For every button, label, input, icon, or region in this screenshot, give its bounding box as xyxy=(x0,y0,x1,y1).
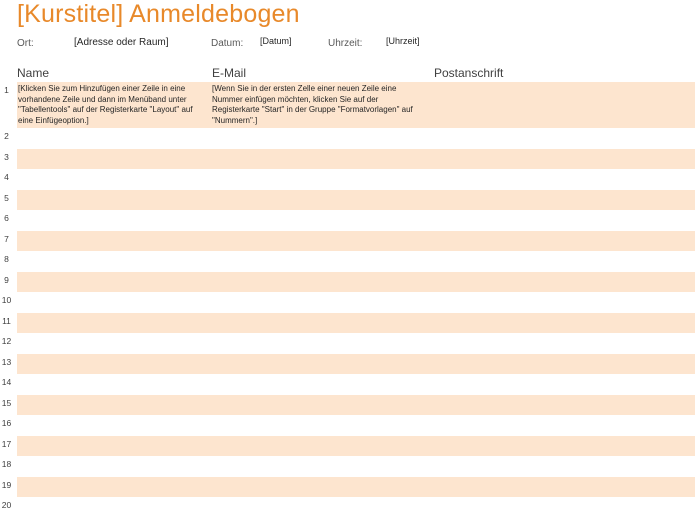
row-number: 6 xyxy=(4,213,9,223)
table-row xyxy=(0,374,697,395)
table-row xyxy=(0,149,697,170)
row-band xyxy=(17,149,695,170)
row-band xyxy=(17,190,695,211)
row-number: 14 xyxy=(1,377,12,387)
table-row xyxy=(0,292,697,313)
location-label: Ort: xyxy=(17,38,34,49)
row-number: 4 xyxy=(4,172,9,182)
row-number: 18 xyxy=(1,459,12,469)
table-row xyxy=(0,313,697,334)
table-row xyxy=(0,333,697,354)
row-band xyxy=(17,292,695,313)
row-number: 15 xyxy=(1,397,12,408)
row-band xyxy=(17,210,695,231)
table-row xyxy=(0,436,697,457)
row-band xyxy=(17,477,695,498)
page-title: [Kurstitel] Anmeldebogen xyxy=(17,0,300,28)
row-number: 1 xyxy=(4,85,9,95)
row-number: 7 xyxy=(4,233,9,244)
row-number: 17 xyxy=(1,438,12,449)
row-band xyxy=(17,333,695,354)
table-row xyxy=(0,231,697,252)
row-band xyxy=(17,436,695,457)
row-band xyxy=(17,354,695,375)
table-row xyxy=(0,210,697,231)
row-number: 13 xyxy=(1,356,12,367)
row-number: 20 xyxy=(1,500,12,510)
row-band xyxy=(17,456,695,477)
table-row xyxy=(0,169,697,190)
table-row xyxy=(0,456,697,477)
column-header-postanschrift: Postanschrift xyxy=(434,66,504,80)
table-row xyxy=(0,497,697,518)
row-band xyxy=(17,313,695,334)
table-row xyxy=(0,477,697,498)
row-band xyxy=(17,128,695,149)
row-number: 2 xyxy=(4,131,9,141)
table-row xyxy=(0,395,697,416)
column-header-name: Name xyxy=(17,66,50,80)
table-row xyxy=(0,251,697,272)
row-band xyxy=(17,395,695,416)
date-label: Datum: xyxy=(211,38,244,49)
time-label: Uhrzeit: xyxy=(328,38,363,49)
row-band xyxy=(17,272,695,293)
row-band xyxy=(17,497,695,518)
row-band xyxy=(17,169,695,190)
date-value[interactable]: [Datum] xyxy=(260,36,292,46)
row-number: 9 xyxy=(4,274,9,285)
table-row xyxy=(0,82,697,128)
table-row xyxy=(0,272,697,293)
time-value[interactable]: [Uhrzeit] xyxy=(386,36,420,46)
row-number: 8 xyxy=(4,254,9,264)
location-value[interactable]: [Adresse oder Raum] xyxy=(74,37,169,48)
row-band xyxy=(17,374,695,395)
row-number: 19 xyxy=(1,479,12,490)
table-row xyxy=(0,354,697,375)
table-row xyxy=(0,415,697,436)
row-band xyxy=(17,251,695,272)
table-row xyxy=(0,190,697,211)
column-header-email: E-Mail xyxy=(212,66,247,80)
row-band xyxy=(17,231,695,252)
signup-table xyxy=(0,82,697,518)
row-number: 16 xyxy=(1,418,12,428)
row-number: 3 xyxy=(4,151,9,162)
email-cell[interactable]: [Wenn Sie in der ersten Zelle einer neuen Zeile eine Nummer einfügen möchten, klicken Sie auf der Registerkarte "Start" in der Gruppe "Formatvorlagen" auf "Nummern".] xyxy=(212,84,413,125)
row-band xyxy=(17,415,695,436)
row-number: 11 xyxy=(2,315,11,326)
row-number: 5 xyxy=(4,192,9,203)
table-row xyxy=(0,128,697,149)
row-number: 12 xyxy=(1,336,12,346)
name-cell[interactable]: [Klicken Sie zum Hinzufügen einer Zeile in eine vorhandene Zeile und dann im Menüband unter "Tabellentools" auf der Registerkarte "Layout" auf eine Einfügeoption.] xyxy=(18,84,193,125)
row-number: 10 xyxy=(1,295,12,305)
